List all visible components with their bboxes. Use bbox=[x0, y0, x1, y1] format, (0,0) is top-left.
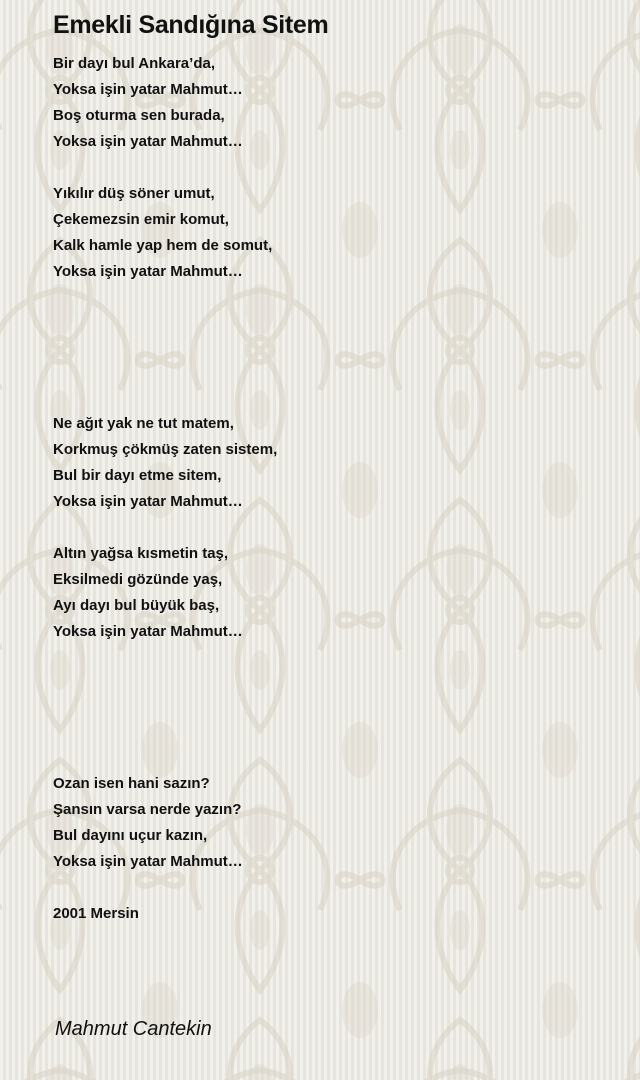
stanza-5 bbox=[53, 771, 243, 875]
poem-line: Yoksa işin yatar Mahmut… bbox=[53, 263, 243, 280]
poem-line: Bul bir dayı etme sitem, bbox=[53, 467, 222, 484]
poem-date-place bbox=[53, 901, 139, 927]
poem-line: Çekemezsin emir komut, bbox=[53, 211, 229, 228]
poem-line: Bul dayını uçur kazın, bbox=[53, 827, 208, 844]
poem-line: Yoksa işin yatar Mahmut… bbox=[53, 493, 243, 510]
poem-line: Yoksa işin yatar Mahmut… bbox=[53, 853, 243, 870]
poem-title: Emekli Sandığına Sitem bbox=[53, 11, 329, 39]
stanza-1 bbox=[53, 51, 243, 155]
poem-line: Ayı dayı bul büyük baş, bbox=[53, 597, 220, 614]
poem-line: Eksilmedi gözünde yaş, bbox=[53, 571, 223, 588]
poem-line: Boş oturma sen burada, bbox=[53, 107, 225, 124]
stanza-2 bbox=[53, 181, 272, 285]
poem-line: Ozan isen hani sazın? bbox=[53, 775, 210, 792]
poem-author: Mahmut Cantekin bbox=[55, 1018, 212, 1040]
stanza-4 bbox=[53, 541, 243, 645]
stanza-3 bbox=[53, 411, 277, 515]
poem-line: Ne ağıt yak ne tut matem, bbox=[53, 415, 234, 432]
poem-line: Altın yağsa kısmetin taş, bbox=[53, 545, 229, 562]
poem-line: Kalk hamle yap hem de somut, bbox=[53, 237, 273, 254]
poem-line: Korkmuş çökmüş zaten sistem, bbox=[53, 441, 278, 458]
poem-line: Bir dayı bul Ankara’da, bbox=[53, 55, 215, 72]
poem-line: Şansın varsa nerde yazın? bbox=[53, 801, 242, 818]
poem-line: Yoksa işin yatar Mahmut… bbox=[53, 81, 243, 98]
date-place-text: 2001 Mersin bbox=[53, 905, 139, 922]
poem-line: Yoksa işin yatar Mahmut… bbox=[53, 133, 243, 150]
poem-line: Yoksa işin yatar Mahmut… bbox=[53, 623, 243, 640]
poem-line: Yıkılır düş söner umut, bbox=[53, 185, 215, 202]
